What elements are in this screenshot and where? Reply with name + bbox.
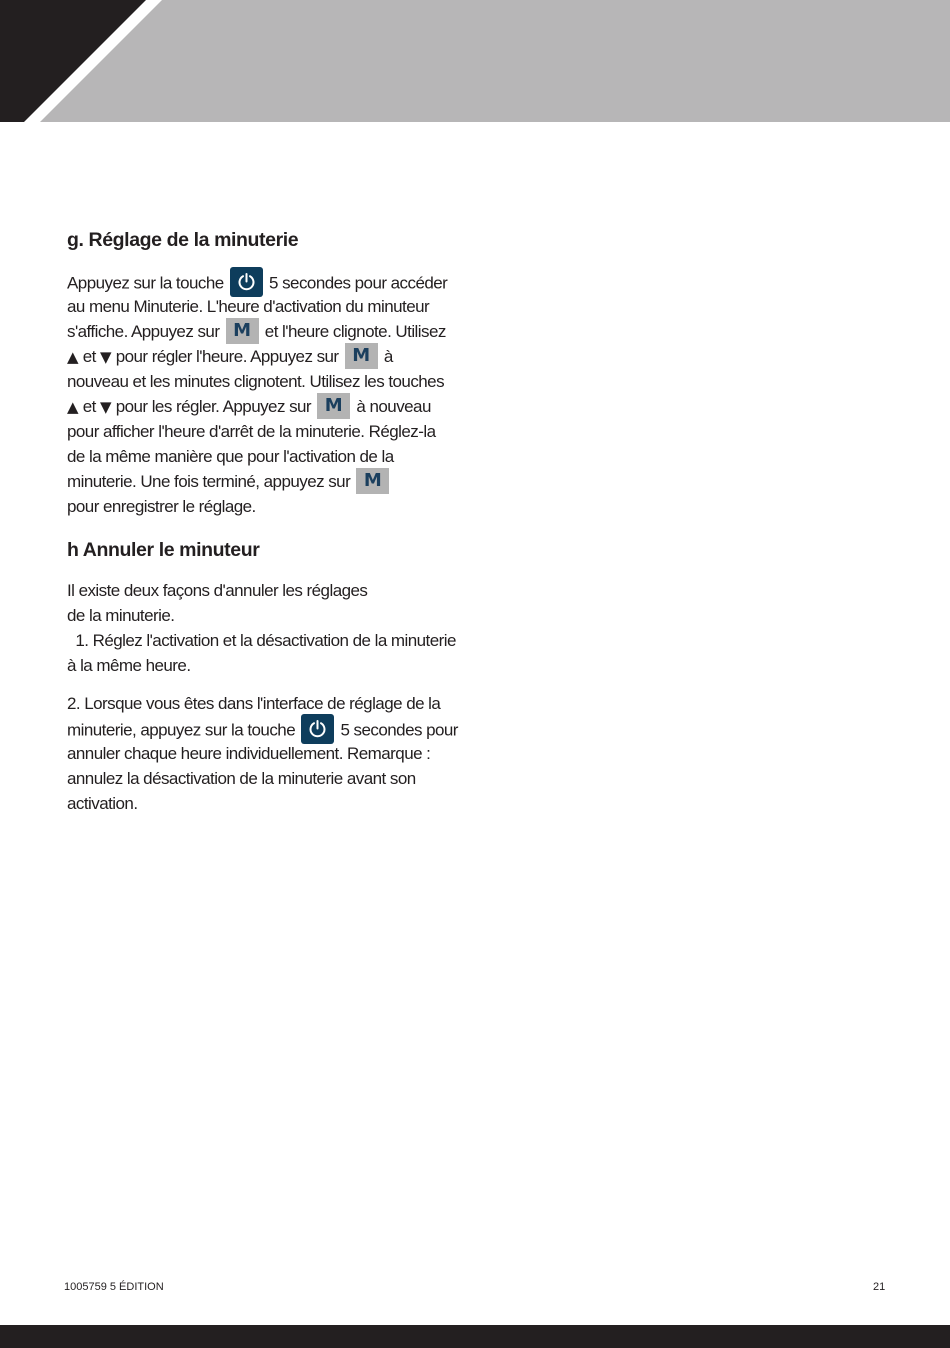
mode-key: M: [356, 468, 389, 494]
text-line: Il existe deux façons d'annuler les réglages: [67, 581, 368, 600]
section-h-title: h Annuler le minuteur: [67, 539, 260, 561]
text-line: au menu Minuterie. L'heure d'activation du minuteur: [67, 297, 430, 316]
text-line: 2. Lorsque vous êtes dans l'interface de réglage de la: [67, 694, 441, 713]
section-g-title: g. Réglage de la minuterie: [67, 229, 299, 251]
text-line: à la même heure.: [67, 656, 191, 675]
down-arrow-icon: ▼: [99, 398, 112, 416]
text-line: ▲ et ▼ pour régler l'heure. Appuyez sur M à: [67, 344, 467, 369]
text-line: activation.: [67, 794, 138, 813]
text-line: pour enregistrer le réglage.: [67, 497, 256, 516]
up-arrow-icon: ▲: [67, 398, 79, 416]
text-line: de la même manière que pour l'activation de la: [67, 447, 394, 466]
page-header-graphic: [0, 0, 950, 122]
power-key: [301, 714, 334, 744]
text-line: annulez la désactivation de la minuterie avant son: [67, 769, 416, 788]
mode-key: M: [226, 318, 259, 344]
down-arrow-icon: ▼: [99, 348, 112, 366]
text-line: 1. Réglez l'activation et la désactivation de la minuterie: [67, 631, 456, 650]
section-h-method-2: [67, 691, 467, 816]
mode-key: M: [345, 343, 378, 369]
footer-bar: [0, 1325, 950, 1348]
main-content: [67, 226, 467, 816]
text-line: pour afficher l'heure d'arrêt de la minuterie. Réglez-la: [67, 422, 436, 441]
text-line: ▲ et ▼ pour les régler. Appuyez sur M à nouveau: [67, 394, 467, 419]
text-line: s'affiche. Appuyez sur M et l'heure clignote. Utilisez: [67, 319, 467, 344]
section-h-intro: [67, 578, 467, 678]
page-number: 21: [873, 1281, 886, 1293]
text-line: annuler chaque heure individuellement. Remarque :: [67, 744, 431, 763]
text-line: minuterie, appuyez sur la touche 5 secondes pour: [67, 716, 467, 741]
power-key: [230, 267, 263, 297]
power-icon: [237, 272, 256, 291]
power-icon: [308, 719, 327, 738]
section-g-body: [67, 269, 467, 519]
text-line: nouveau et les minutes clignotent. Utilisez les touches: [67, 372, 445, 391]
text-line: minuterie. Une fois terminé, appuyez sur M: [67, 469, 467, 494]
mode-key: M: [317, 393, 350, 419]
text-line: de la minuterie.: [67, 606, 175, 625]
text-line: Appuyez sur la touche 5 secondes pour accéder: [67, 269, 467, 294]
up-arrow-icon: ▲: [67, 348, 79, 366]
footer-doc-reference: 1005759 5 ÉDITION: [64, 1281, 164, 1293]
